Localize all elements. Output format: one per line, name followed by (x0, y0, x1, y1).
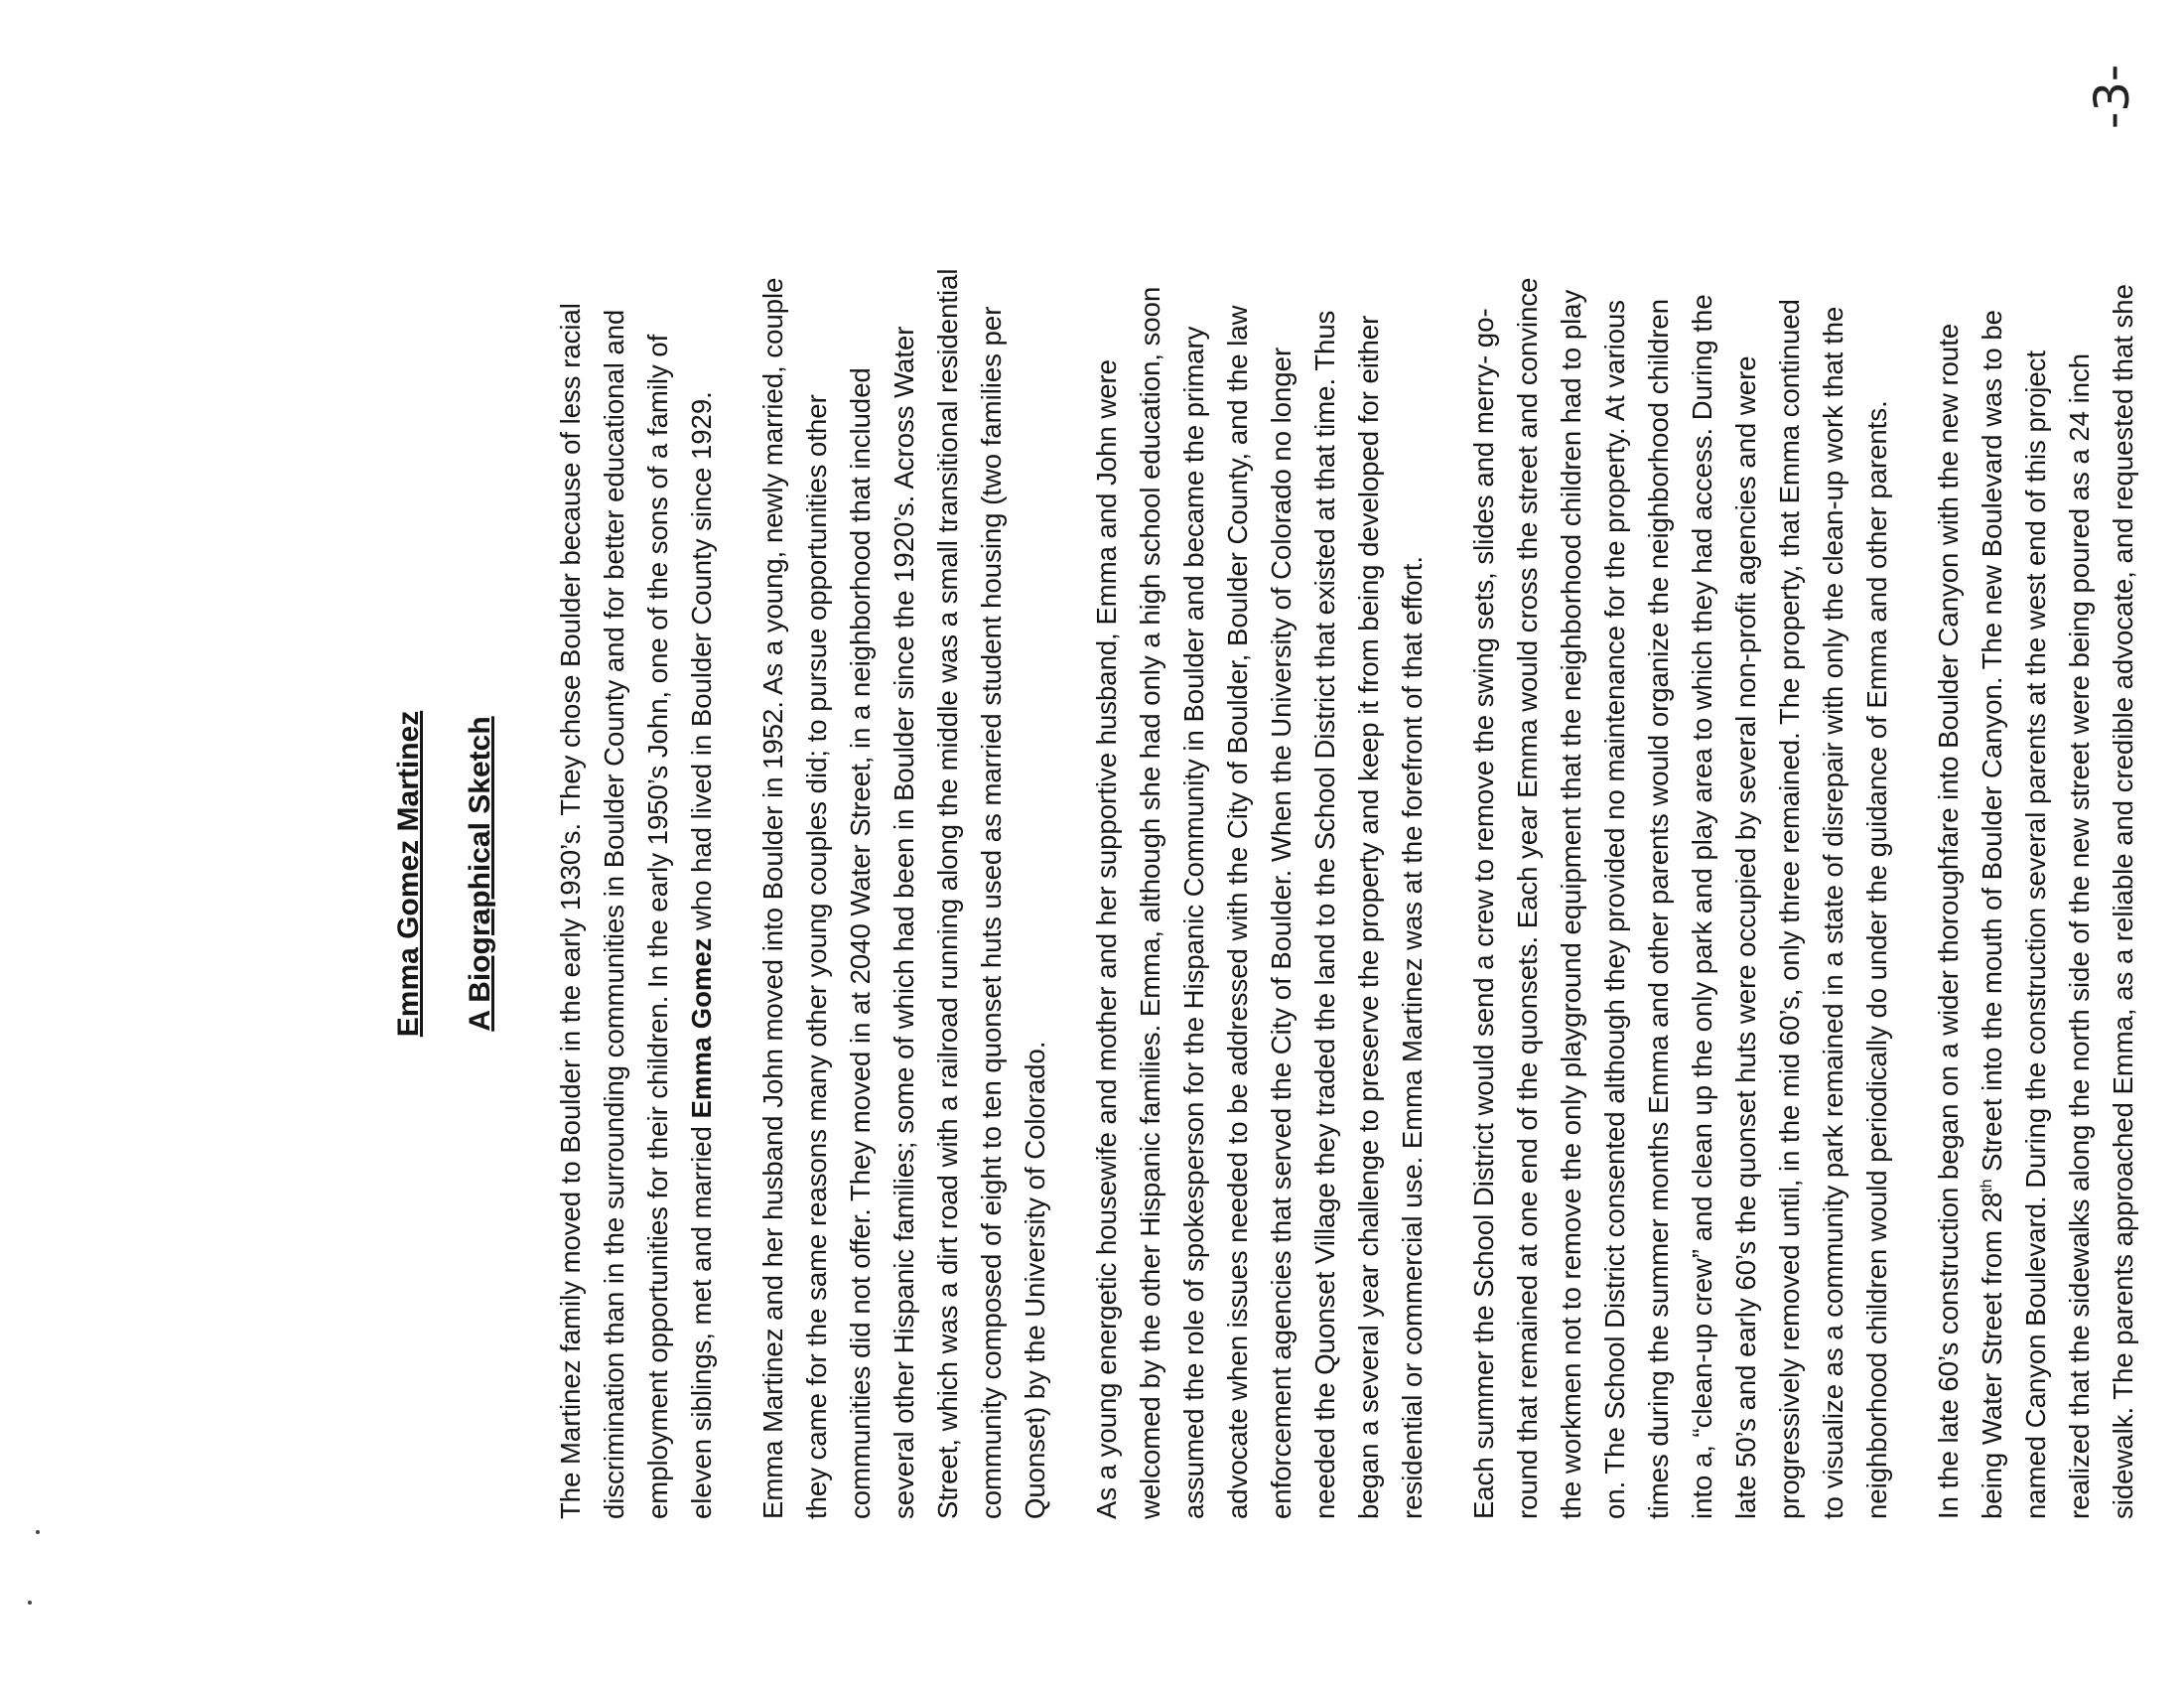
paragraph-1 (549, 228, 724, 1519)
text-line (1971, 228, 2014, 1519)
text-line: neighborhood children would periodically do under the guidance of Emma and other parents. (1861, 400, 1892, 1519)
document-body (392, 228, 2138, 1519)
text-segment: who had lived in Boulder County since 1929. (686, 391, 717, 938)
text-line: times during the summer months Emma and other parents would organize the neighborhood children (1643, 298, 1674, 1519)
text-line: employment opportunities for their children. In the early 1950’s John, one of the sons of a family of (642, 334, 673, 1519)
text-line: As a young energetic housewife and mother and her supportive husband, Emma and John were (1091, 359, 1122, 1519)
text-line: Emma Martinez and her husband John moved into Boulder in 1952. As a young, newly married, couple (757, 277, 788, 1519)
text-line: The Martinez family moved to Boulder in the early 1930’s. They chose Boulder because of less racial (555, 303, 586, 1519)
text-line: on. The School District consented although they provided no maintenance for the property. At various (1599, 299, 1630, 1519)
text-line: sidewalk. The parents approached Emma, as a reliable and credible advocate, and requested that she (2108, 284, 2138, 1519)
paragraphs (549, 228, 2145, 1519)
scan-speck (36, 1530, 40, 1534)
document-subtitle: A Biographical Sketch (464, 716, 496, 1032)
text-line: enforcement agencies that served the City of Boulder. When the University of Colorado no longer (1266, 347, 1297, 1519)
text-line: began a several year challenge to preserve the property and keep it from being developed for either (1353, 315, 1384, 1519)
text-line: to visualize as a community park remained in a state of disrepair with only the clean-up work that the (1818, 306, 1848, 1519)
document-title: Emma Gomez Martinez (392, 710, 425, 1038)
text-line: the workmen not to remove the only playground equipment that the neighborhood children had to play (1556, 289, 1586, 1519)
paragraph-3 (1085, 228, 1434, 1519)
text-line: Street, which was a dirt road with a railroad running along the middle was a small transitional residential (932, 268, 963, 1519)
scan-speck (28, 1601, 32, 1605)
text-line: Quonset) by the University of Colorado. (1020, 1041, 1050, 1519)
paragraph-4 (1462, 228, 1899, 1519)
text-segment: being Water Street from 28 (1977, 1192, 2007, 1519)
paragraph-2 (751, 228, 1057, 1519)
text-line: they came for the same reasons many other young couples did; to pursue opportunities other (801, 394, 832, 1519)
superscript: th (1978, 1179, 1995, 1193)
text-line: into a, “clean-up crew” and clean up the only park and play area to which they had access. During the (1687, 294, 1717, 1519)
text-segment: eleven siblings, met and married (686, 1118, 717, 1519)
text-line: community composed of eight to ten quonset huts used as married student housing (two families per (976, 306, 1007, 1519)
text-line (680, 228, 724, 1519)
text-line: progressively removed until, in the mid 60’s, only three remained. The property, that Emma continued (1774, 299, 1805, 1519)
text-segment: Street into the mouth of Boulder Canyon. The new Boulevard was to be (1977, 310, 2007, 1180)
text-line: advocate when issues needed to be addressed with the City of Boulder, Boulder County, and the law (1222, 305, 1253, 1519)
page-number: -3- (2085, 64, 2140, 129)
bold-name: Emma Gomez (686, 937, 717, 1119)
text-line: late 50’s and early 60’s the quonset huts were occupied by several non-profit agencies and were (1730, 355, 1761, 1519)
text-line: assumed the role of spokesperson for the Hispanic Community in Boulder and became the primary (1178, 326, 1209, 1519)
text-line: communities did not offer. They moved in at 2040 Water Street, in a neighborhood that included (845, 367, 876, 1519)
text-line: residential or commercial use. Emma Martinez was at the forefront of that effort. (1397, 555, 1428, 1519)
paragraph-5 (1927, 228, 2145, 1519)
text-line: several other Hispanic families; some of which had been in Boulder since the 1920’s. Across Water (888, 326, 919, 1519)
text-line: round that remained at one end of the quonsets. Each year Emma would cross the street and convince (1512, 277, 1543, 1519)
text-line: In the late 60’s construction began on a wider thoroughfare into Boulder Canyon with the new route (1933, 323, 1964, 1519)
text-line: needed the Quonset Village they traded the land to the School District that existed at that time. Thus (1309, 310, 1340, 1519)
text-line: named Canyon Boulevard. During the construction several parents at the west end of this project (2020, 350, 2051, 1519)
text-line: welcomed by the other Hispanic families. Emma, although she had only a high school education, soon (1135, 286, 1165, 1519)
text-line: realized that the sidewalks along the north side of the new street were being poured as a 24 inch (2064, 352, 2095, 1519)
title-block (392, 228, 497, 1519)
text-line: discrimination than in the surrounding communities in Boulder County and for better educational and (599, 309, 629, 1519)
text-line: Each summer the School District would send a crew to remove the swing sets, slides and merry- go- (1468, 308, 1499, 1519)
